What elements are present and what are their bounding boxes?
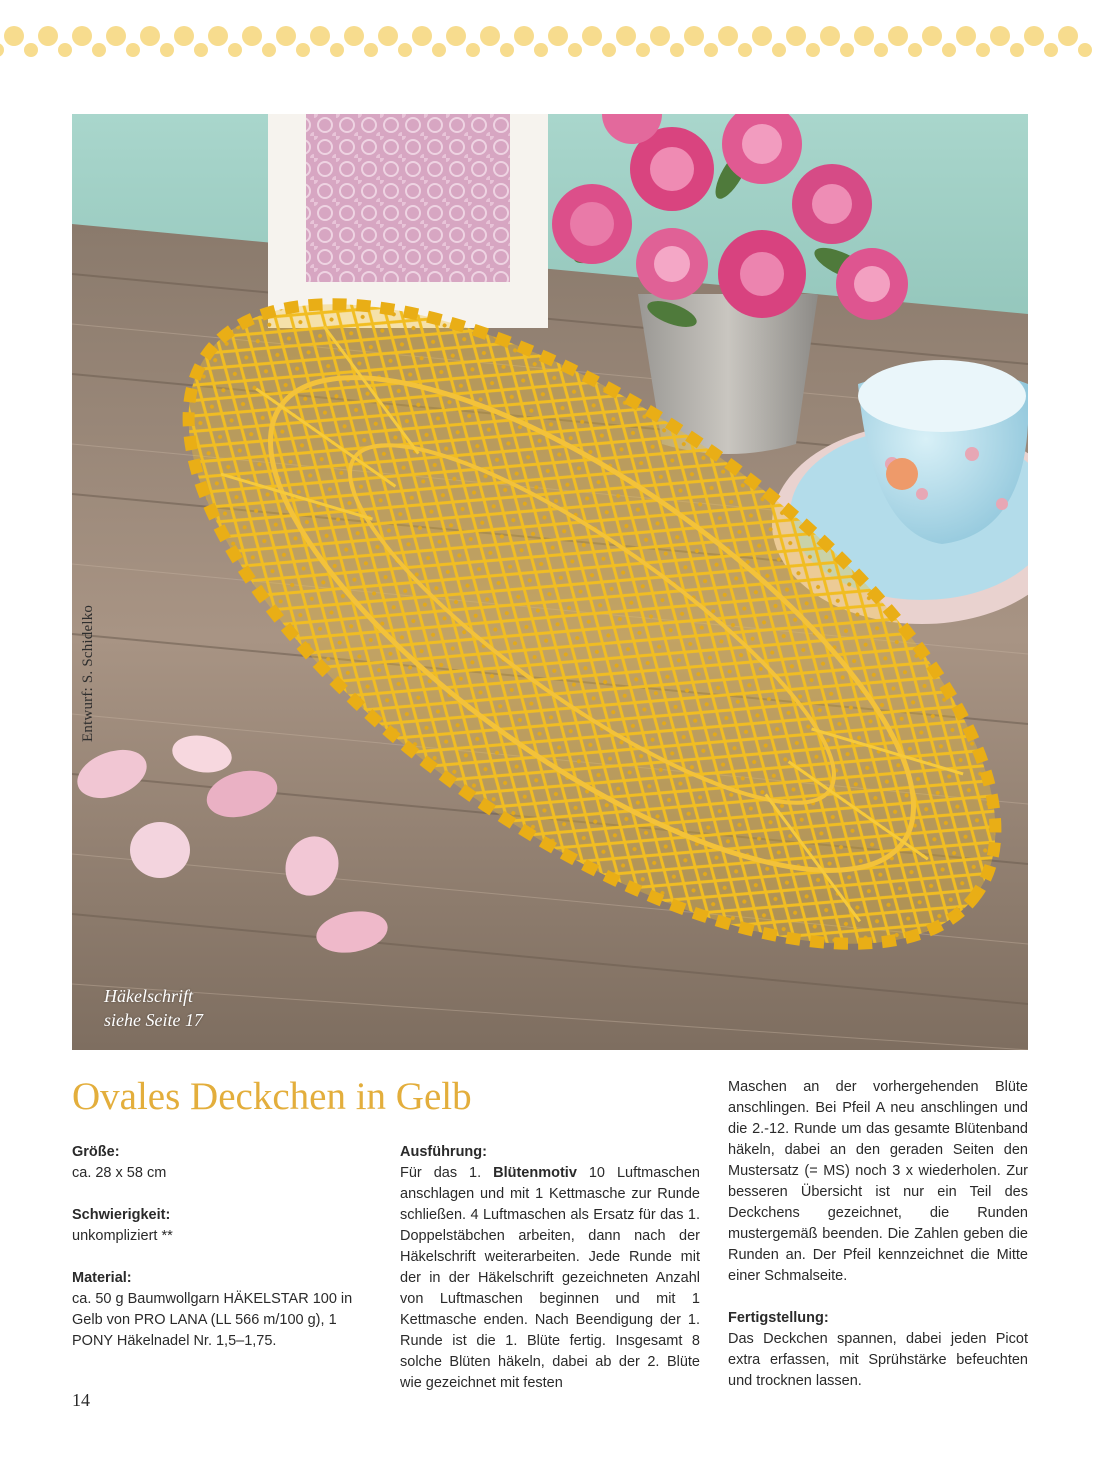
header-dot: [1044, 43, 1058, 57]
header-dot: [670, 43, 684, 57]
header-dot: [636, 43, 650, 57]
header-dot: [208, 26, 228, 46]
header-dot: [500, 43, 514, 57]
header-dot: [602, 43, 616, 57]
chart-reference-line-2: siehe Seite 17: [104, 1010, 203, 1030]
header-dot: [922, 26, 942, 46]
chart-reference-line-1: Häkelschrift: [104, 986, 193, 1006]
header-dot: [58, 43, 72, 57]
header-dot: [140, 26, 160, 46]
design-credit: Entwurf: S. Schidelko: [80, 604, 96, 742]
chart-reference-note: [104, 984, 203, 1032]
header-dot: [514, 26, 534, 46]
header-dot: [446, 26, 466, 46]
header-dot: [976, 43, 990, 57]
header-dot: [1058, 26, 1078, 46]
difficulty-value: unkompliziert **: [72, 1228, 173, 1244]
header-dot: [126, 43, 140, 57]
header-dot: [330, 43, 344, 57]
header-dot: [194, 43, 208, 57]
article-title: Ovales Deckchen in Gelb: [72, 1075, 472, 1118]
header-dot: [738, 43, 752, 57]
header-dot: [378, 26, 398, 46]
header-dot: [364, 43, 378, 57]
header-dot: [72, 26, 92, 46]
header-dot: [874, 43, 888, 57]
finishing-label: Fertigstellung:: [728, 1310, 829, 1326]
header-dot: [956, 26, 976, 46]
header-dot: [616, 26, 636, 46]
header-dot: [24, 43, 38, 57]
header-dot: [534, 43, 548, 57]
finishing-text: Das Deckchen spannen, dabei jeden Picot extra erfassen, mit Sprühstärke befeuchten und trocknen lassen.: [728, 1331, 1028, 1389]
header-dot: [0, 43, 4, 57]
header-dot: [568, 43, 582, 57]
header-dot: [412, 26, 432, 46]
header-dot: [174, 26, 194, 46]
header-dot: [786, 26, 806, 46]
instructions-text-start: Für das 1.: [400, 1165, 494, 1181]
header-dot: [4, 26, 24, 46]
header-dot: [942, 43, 956, 57]
header-dot: [242, 26, 262, 46]
header-dot: [650, 26, 670, 46]
header-dot: [806, 43, 820, 57]
size-value: ca. 28 x 58 cm: [72, 1165, 167, 1181]
header-dot: [466, 43, 480, 57]
header-dot: [718, 26, 738, 46]
size-label: Größe:: [72, 1144, 120, 1160]
instructions-continued-text: Maschen an der vorhergehenden Blüte anschlingen. Bei Pfeil A neu anschlingen und die 2.-12. Runde um das gesamte Blütenband häkeln, dabei an den geraden Seiten den Mustersatz (= MS) noch 3 x wiederholen. Zur besseren Übersicht ist nur ein Teil des Deckchens gezeichnet, die Runden mustergemäß beenden. Die Zahlen geben die Runden an. Der Pfeil kennzeichnet die Mitte einer Schmalseite.: [728, 1079, 1028, 1284]
header-dot: [854, 26, 874, 46]
page-number: 14: [72, 1390, 90, 1410]
header-dot: [908, 43, 922, 57]
doily-photo: [72, 114, 1028, 1050]
header-dot: [888, 26, 908, 46]
material-label: Material:: [72, 1270, 132, 1286]
header-dot: [398, 43, 412, 57]
header-dot: [704, 43, 718, 57]
header-dot: [1024, 26, 1044, 46]
header-dot: [92, 43, 106, 57]
instructions-text-rest: 10 Luftmaschen anschlagen und mit 1 Kettmasche zur Runde schließen. 4 Luftmaschen als Ersatz für das 1. Doppelstäbchen arbeiten, dann nach der Häkelschrift weiterarbeiten. Jede Runde mit der in der Häkelschrift gezeichneten Anzahl von Luftmaschen beginnen und mit 1 Kettmasche enden. Nach Beendigung der 1. Runde ist die 1. Blüte fertig. Insgesamt 8 solche Blüten häkeln, dabei ab der 2. Blüte wie gezeichnet mit festen: [400, 1165, 700, 1391]
header-dot: [344, 26, 364, 46]
header-dot: [480, 26, 500, 46]
instructions-continued-column: [728, 1077, 1028, 1392]
instructions-label: Ausführung:: [400, 1144, 487, 1160]
header-dot: [772, 43, 786, 57]
material-value: ca. 50 g Baumwollgarn HÄKELSTAR 100 in Gelb von PRO LANA (LL 566 m/100 g), 1 PONY Häkelnadel Nr. 1,5–1,75.: [72, 1291, 353, 1349]
header-dot: [990, 26, 1010, 46]
header-dot: [684, 26, 704, 46]
header-dot: [548, 26, 568, 46]
header-dot: [582, 26, 602, 46]
difficulty-label: Schwierigkeit:: [72, 1207, 171, 1223]
header-dot: [1010, 43, 1024, 57]
dotted-header-band: [0, 0, 1100, 60]
header-dot: [160, 43, 174, 57]
header-dot: [1078, 43, 1092, 57]
instructions-text: [400, 1163, 700, 1394]
header-dot: [310, 26, 330, 46]
header-dot: [296, 43, 310, 57]
header-dot: [432, 43, 446, 57]
header-dot: [752, 26, 772, 46]
header-dot: [840, 43, 854, 57]
header-dot: [820, 26, 840, 46]
header-dot: [276, 26, 296, 46]
specs-column: [72, 1142, 372, 1352]
header-dot: [262, 43, 276, 57]
instructions-column: [400, 1142, 700, 1394]
header-dot: [228, 43, 242, 57]
header-dot: [106, 26, 126, 46]
flower-motif-term: Blütenmotiv: [493, 1165, 577, 1181]
header-dot: [38, 26, 58, 46]
